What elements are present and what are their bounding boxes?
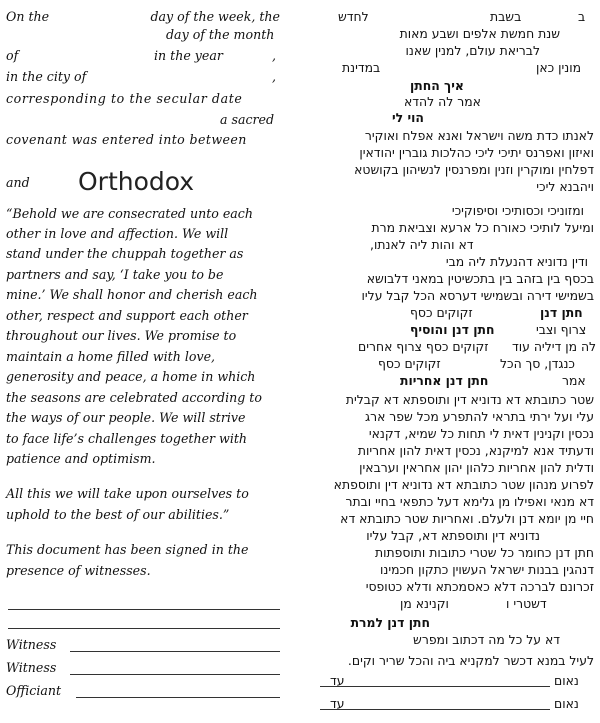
- date-line-1: [6, 9, 280, 25]
- hebrew-line: לבריאת עולם, למנין שאנו: [405, 43, 540, 58]
- hebrew-line: לאנתו כדת משה וישראל ואנא אפלח ואוקיר: [364, 128, 594, 143]
- vow-line: other, respect and support each other: [6, 308, 248, 323]
- hebrew-witness-label: עד: [330, 673, 345, 688]
- hebrew-line: אמר: [562, 373, 586, 388]
- hebrew-witness-label: נאום: [554, 673, 579, 688]
- vow-line: the ways of our people. We will strive: [6, 410, 246, 425]
- signature-line: [76, 697, 280, 698]
- closing-line: uphold to the best of our abilities.”: [6, 507, 230, 522]
- sacred-line: a sacred: [220, 112, 275, 127]
- witness-label: Witness: [6, 660, 57, 675]
- hebrew-line: דא מנאי ואפילו מן גלימא דעל כתפאי בחיי ובתר: [345, 494, 594, 509]
- date-line-3: [6, 48, 280, 64]
- hebrew-line: מונין כאן: [536, 60, 582, 75]
- and-line: and: [6, 175, 30, 190]
- hebrew-line: ויהבנא ליכי: [536, 179, 594, 194]
- hebrew-line: זכרונם לברכה דלא כאסמכתא ודלא כטופסי: [365, 579, 594, 594]
- hebrew-line: בשמישי דירה ובשמישי דערסא הכל קבל עליו: [361, 288, 594, 303]
- hebrew-line: חתן דנן אחריות: [400, 373, 489, 388]
- form-text: in the city of: [6, 69, 87, 84]
- hebrew-line: לעיל במנא דכשר למקניא ביה והכל שריר וקים.: [347, 653, 594, 668]
- hebrew-line: במדינת: [342, 60, 381, 75]
- hebrew-line: ומזוניכי וכסותיכי וסיפוקיכי: [451, 203, 584, 218]
- hebrew-line: נדוניא דין ותוספתא דא, קבל עליו: [366, 528, 540, 543]
- hebrew-line: הוי לי: [392, 110, 424, 125]
- hebrew-line: וקנינא מן: [400, 596, 449, 611]
- vow-line: partners and say, ‘I take you to be: [6, 267, 224, 282]
- hebrew-witness-label: עד: [330, 696, 345, 711]
- hebrew-line: לה מן דיליה עוד: [512, 339, 597, 354]
- secular-date-line: corresponding to the secular date: [6, 91, 243, 106]
- covenant-line: covenant was entered into between: [6, 132, 247, 147]
- form-text: On the: [6, 9, 50, 24]
- witness-line: presence of witnesses.: [6, 563, 151, 578]
- hebrew-line: ודין נדוניא דהנעלת ליה מבי: [445, 254, 588, 269]
- officiant-label: Officiant: [6, 683, 62, 698]
- signature-line: [70, 674, 280, 675]
- vow-line: stand under the chuppah together as: [6, 246, 244, 261]
- hebrew-line: דא על כל מה דכתוב ומפרש: [413, 632, 560, 647]
- hebrew-line: חתן דנן כחומר כל שטרי כתובות ותוספתות: [374, 545, 594, 560]
- city-line: [6, 69, 280, 85]
- hebrew-line: איך החתן: [410, 78, 464, 93]
- hebrew-line: זקוקים כסף: [378, 356, 441, 371]
- hebrew-line: דפלחין ומוקרין וזנין ומפרנסין לנשיהון בקושטא: [354, 162, 594, 177]
- hebrew-column: [300, 0, 600, 723]
- vow-line: “Behold we are consecrated unto each: [6, 206, 253, 221]
- hebrew-line: ואיזון ואפרנס יתיכי ליכי כהלכות גוברין יהודאין: [359, 145, 594, 160]
- hebrew-witness-label: נאום: [554, 696, 579, 711]
- hebrew-signature-line: [320, 709, 550, 710]
- form-text: day of the week, the: [150, 9, 280, 24]
- signature-line: [8, 628, 280, 629]
- form-text: ,: [272, 69, 277, 84]
- vow-line: throughout our lives. We promise to: [6, 328, 237, 343]
- hebrew-line: דא והות ליה לאנתו,: [370, 237, 474, 252]
- hebrew-line: דנהגין בבנות ישראל העשוין כתקון חכמינו: [379, 562, 594, 577]
- hebrew-line: שנת חמשת אלפים ושבע מאות: [399, 26, 560, 41]
- hebrew-line: כנגדן, סך הכל: [500, 356, 575, 371]
- vow-line: mine.’ We shall honor and cherish each: [6, 287, 258, 302]
- hebrew-line: ומיעל לותיכי כאורח כל ארעא וצביאת מרת: [371, 220, 594, 235]
- hebrew-line: זקוקים כסף צרוף אחרים: [358, 339, 489, 354]
- vow-line: generosity and peace, a home in which: [6, 369, 256, 384]
- date-line-2: day of the month: [166, 27, 275, 42]
- hebrew-header-mid: בשבת: [490, 9, 522, 24]
- hebrew-signature-line: [320, 686, 550, 687]
- vow-line: maintain a home filled with love,: [6, 349, 216, 364]
- signature-line: [70, 651, 280, 652]
- hebrew-line: צרוף וצבי: [536, 322, 587, 337]
- signature-line: [8, 609, 280, 610]
- form-text: of: [6, 48, 19, 63]
- form-text: in the year: [154, 48, 223, 63]
- hebrew-line: דשטרי ו: [506, 596, 547, 611]
- closing-line: All this we will take upon ourselves to: [6, 486, 249, 501]
- vow-line: to face life’s challenges together with: [6, 431, 248, 446]
- hebrew-line: ודעתיד אנא למיקנא, נכסין דאית להון אחריות: [357, 443, 594, 458]
- hebrew-line: זקוקים כסף: [410, 305, 473, 320]
- hebrew-line: לפרוע מנהון שטר כתובתא דא נדוניא דין ותוספתא: [333, 477, 594, 492]
- hebrew-line: אמר לה להדא: [404, 94, 481, 109]
- hebrew-line: בכסף בין בזהב בין בתכשיטין במאני דלבושא: [366, 271, 594, 286]
- hebrew-header-left: לחדש: [338, 9, 369, 24]
- hebrew-line: חתן דנן למרת: [350, 615, 430, 630]
- hebrew-line: שטר כתובתא דא נדוניא דין ותוספתא דא קבלית: [345, 392, 594, 407]
- orthodox-label: Orthodox: [78, 167, 195, 196]
- form-text: ,: [272, 48, 277, 63]
- hebrew-header-right: ב: [578, 9, 586, 24]
- hebrew-line: חתן דנן והוסיף: [410, 322, 495, 337]
- vow-line: other in love and affection. We will: [6, 226, 229, 241]
- english-column: [0, 0, 292, 723]
- hebrew-line: חתן דנן: [540, 305, 583, 320]
- hebrew-line: נכסין וקנינין דאית לי תחות כל שמיא, דקנאי: [368, 426, 594, 441]
- hebrew-line: ודלית להון אחריות כלהון יהון אחראין וערבאין: [359, 460, 594, 475]
- vow-line: the seasons are celebrated according to: [6, 390, 262, 405]
- vow-line: patience and optimism.: [6, 451, 156, 466]
- witness-label: Witness: [6, 637, 57, 652]
- witness-line: This document has been signed in the: [6, 542, 249, 557]
- hebrew-line: עלי ועל ירתי בתראי להתפרע מכל שפר ארג: [364, 409, 594, 424]
- hebrew-line: חיי מן יומא דנן ולעלם. ואחריות שטר כתובתא דא: [340, 511, 594, 526]
